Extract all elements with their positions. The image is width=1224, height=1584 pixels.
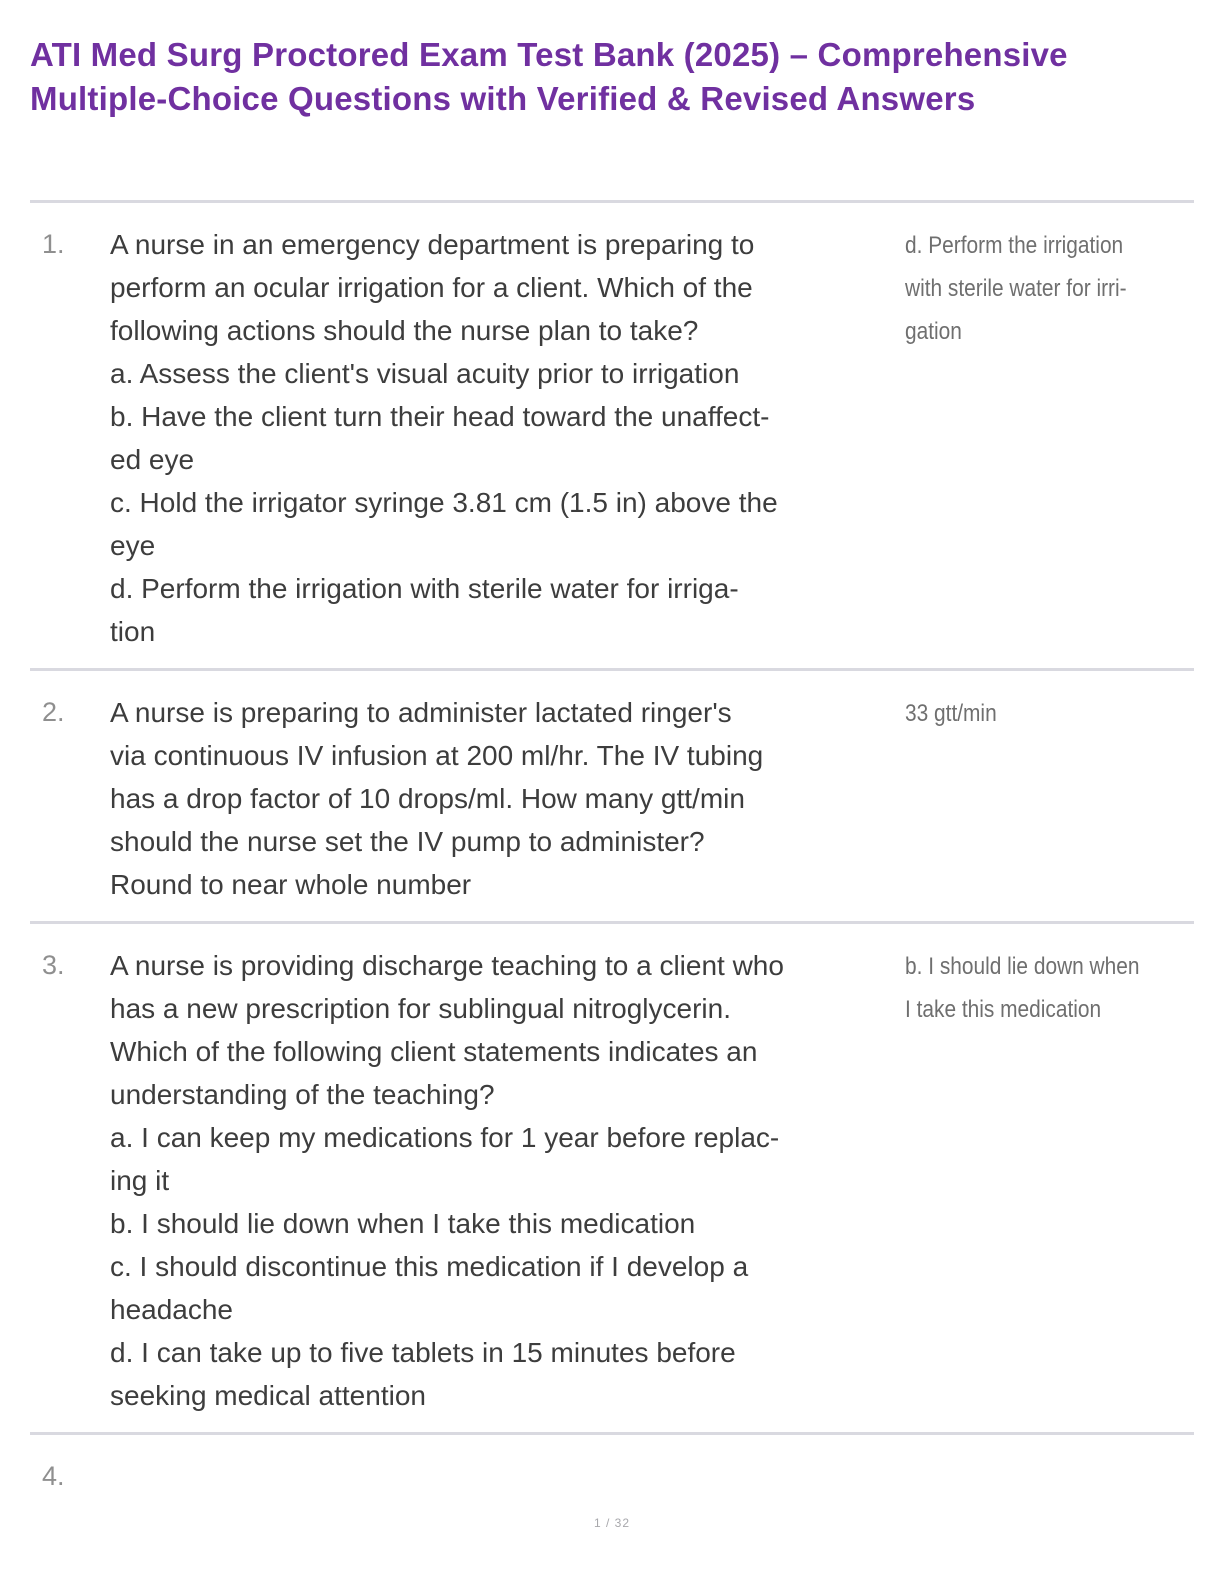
- question-line: headache: [110, 1294, 234, 1325]
- question-row: [30, 1432, 1194, 1513]
- question-number: 2.: [42, 697, 65, 727]
- question-row: [30, 668, 1194, 921]
- question-line: following actions should the nurse plan to take?: [110, 315, 699, 346]
- question-line: has a drop factor of 10 drops/ml. How many gtt/min: [110, 783, 745, 814]
- page-content: [0, 33, 1224, 1513]
- answer-line: with sterile water for irri-: [905, 275, 1127, 302]
- question-line: c. Hold the irrigator syringe 3.81 cm (1.5 in) above the: [110, 487, 778, 518]
- question-line: b. I should lie down when I take this medication: [110, 1208, 696, 1239]
- question-line: A nurse is preparing to administer lactated ringer's: [110, 697, 732, 728]
- question-line: perform an ocular irrigation for a client. Which of the: [110, 272, 753, 303]
- question-line: a. I can keep my medications for 1 year before replac-: [110, 1122, 780, 1153]
- answer-line: I take this medication: [905, 996, 1102, 1023]
- question-line: A nurse in an emergency department is preparing to: [110, 229, 755, 260]
- question-row: [30, 200, 1194, 668]
- question-line: via continuous IV infusion at 200 ml/hr. The IV tubing: [110, 740, 764, 771]
- question-line: tion: [110, 616, 156, 647]
- question-row: [30, 921, 1194, 1432]
- answer-text: [905, 223, 1194, 353]
- question-line: ing it: [110, 1165, 170, 1196]
- question-number: 1.: [42, 229, 65, 259]
- question-line: seeking medical attention: [110, 1380, 426, 1411]
- question-line: d. I can take up to five tablets in 15 minutes before: [110, 1337, 736, 1368]
- question-line: eye: [110, 530, 156, 561]
- page-title-line-1: ATI Med Surg Proctored Exam Test Bank (2025) – Comprehensive: [30, 36, 1068, 73]
- question-line: should the nurse set the IV pump to administer?: [110, 826, 705, 857]
- question-line: Round to near whole number: [110, 869, 472, 900]
- answer-line: 33 gtt/min: [905, 700, 997, 727]
- question-line: a. Assess the client's visual acuity prior to irrigation: [110, 358, 740, 389]
- answer-line: gation: [905, 318, 962, 345]
- question-number: 4.: [42, 1461, 65, 1491]
- question-text: [110, 223, 905, 653]
- answer-text: [905, 1455, 1194, 1456]
- question-line: ed eye: [110, 444, 195, 475]
- question-line: understanding of the teaching?: [110, 1079, 495, 1110]
- answer-text: [905, 944, 1194, 1031]
- question-rows: [30, 200, 1194, 1513]
- question-line: b. Have the client turn their head toward the unaffect-: [110, 401, 770, 432]
- question-line: has a new prescription for sublingual nitroglycerin.: [110, 993, 731, 1024]
- page-title: [30, 33, 1194, 121]
- answer-line: b. I should lie down when: [905, 953, 1140, 980]
- page-number: 1 / 32: [593, 1516, 631, 1530]
- page-title-line-2: Multiple-Choice Questions with Verified & Revised Answers: [30, 80, 976, 117]
- question-line: d. Perform the irrigation with sterile water for irriga-: [110, 573, 739, 604]
- question-line: Which of the following client statements indicates an: [110, 1036, 758, 1067]
- question-text: [110, 691, 905, 906]
- answer-line: d. Perform the irrigation: [905, 232, 1124, 259]
- answer-text: [905, 691, 1194, 735]
- question-line: A nurse is providing discharge teaching to a client who: [110, 950, 784, 981]
- question-number: 3.: [42, 950, 65, 980]
- question-line: c. I should discontinue this medication if I develop a: [110, 1251, 749, 1282]
- question-text: [110, 944, 905, 1417]
